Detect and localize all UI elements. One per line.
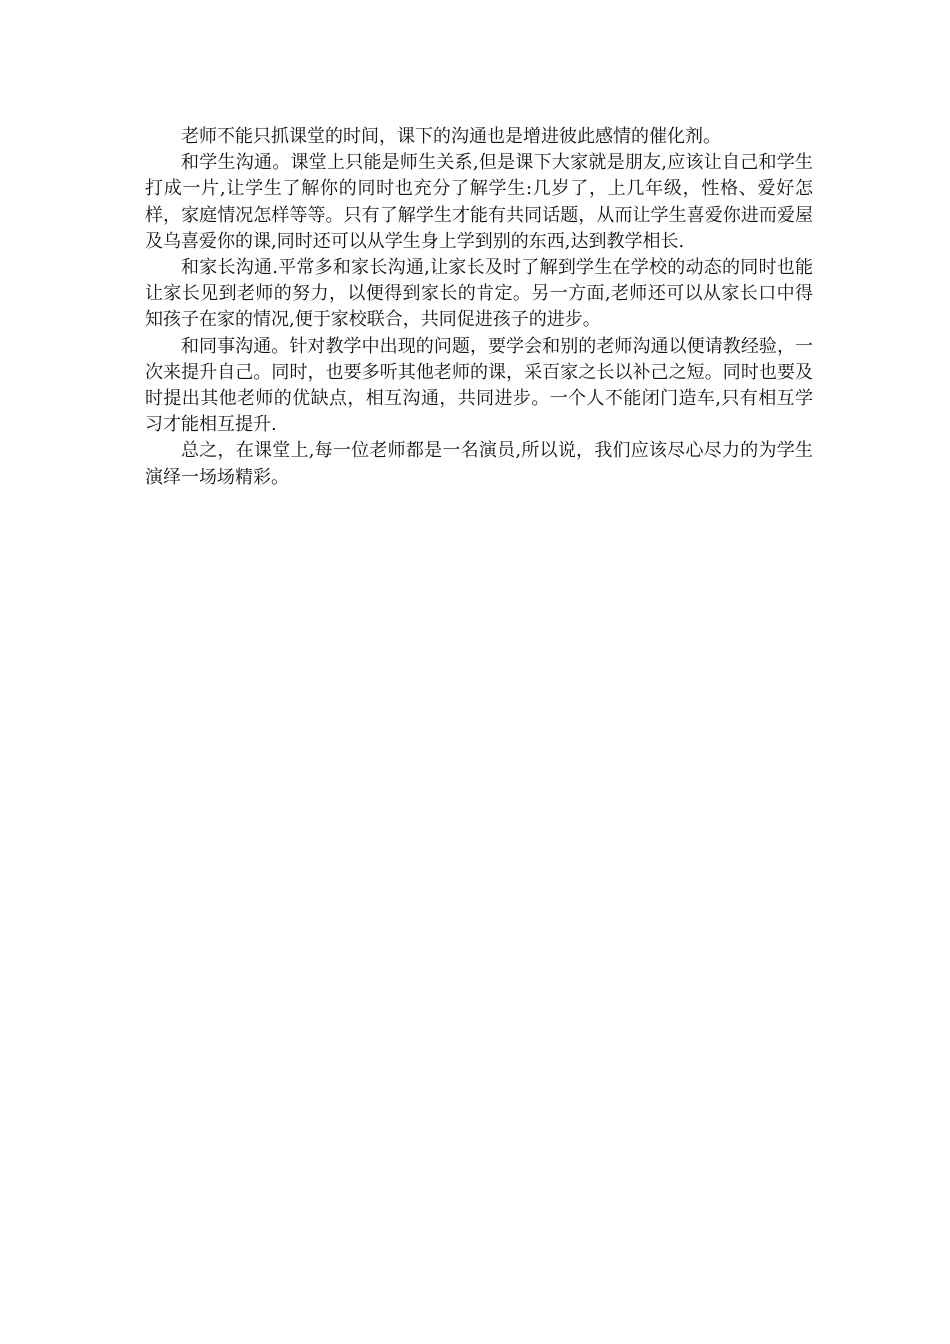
paragraph-conclusion: 总之，在课堂上,每一位老师都是一名演员,所以说，我们应该尽心尽力的为学生演绎一场场精彩。 [145, 440, 813, 488]
document-body [145, 124, 813, 491]
paragraph-students: 和学生沟通。课堂上只能是师生关系,但是课下大家就是朋友,应该让自己和学生打成一片,让学生了解你的同时也充分了解学生:几岁了，上几年级，性格、爱好怎样，家庭情况怎样等等。只有了解学生才能有共同话题，从而让学生喜爱你进而爱屋及乌喜爱你的课,同时还可以从学生身上学到别的东西,达到教学相长. [145, 152, 813, 252]
paragraph-intro: 老师不能只抓课堂的时间，课下的沟通也是增进彼此感情的催化剂。 [181, 126, 721, 147]
paragraph-colleagues: 和同事沟通。针对教学中出现的问题，要学会和别的老师沟通以便请教经验，一次来提升自己。同时，也要多听其他老师的课，采百家之长以补己之短。同时也要及时提出其他老师的优缺点，相互沟通，共同进步。一个人不能闭门造车,只有相互学习才能相互提升. [145, 335, 813, 436]
paragraph-parents: 和家长沟通.平常多和家长沟通,让家长及时了解到学生在学校的动态的同时也能让家长见到老师的努力，以便得到家长的肯定。另一方面,老师还可以从家长口中得知孩子在家的情况,便于家校联合，共同促进孩子的进步。 [145, 257, 813, 331]
